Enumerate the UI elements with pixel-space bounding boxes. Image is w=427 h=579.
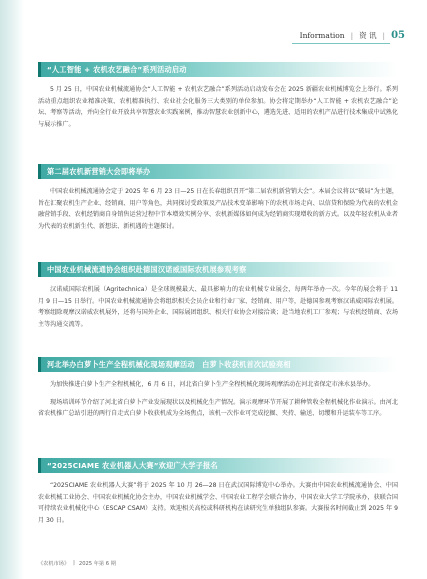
section-title-bar: [38, 357, 398, 372]
section-title-bar: [38, 62, 398, 77]
news-item-radish-mechanization: [38, 357, 398, 426]
section-paragraph: 汉诺威国际农机展（Agritechnica）是全球规模最大、最具影响力的农业机械专业展会，每两年举办一次。今年的展会将于 11 月 9 日—15 日举行。中国农业机械流通协会将组织相关会员企业和行业厂家、经销商、用户等，赴德国参观考察汉诺威国际农机展。考察组除观摩汉诺威农机展外，还将与国外企业、国际展团组织、相关行业协会对接洽谈；赴当地农机工厂参观；与农机经销商、农场主等沟通交流等。: [38, 286, 398, 328]
news-item-marketing-conference: [38, 164, 398, 238]
section-paragraph: 现场培训环节介绍了河北省白萝卜产业发展现状以及机械化生产情况。演示观摩环节开展了耕种管收全程机械化作业演示。由河北省农机推广总站引进的两行自走式白萝卜收获机成为全场焦点，该机一次作业可完成挖掘、夹持、输送、切缨和升运装车等工序。: [38, 398, 398, 418]
left-decorative-band: [0, 0, 24, 579]
header-section-en: Information: [299, 30, 345, 40]
footer-separator: |: [73, 560, 75, 566]
section-title: 中国农业机械流通协会组织赴德国汉诺威国际农机展参观考察: [47, 264, 247, 274]
news-item-hannover-visit: [38, 262, 398, 336]
page-footer: [38, 560, 116, 567]
section-paragraph: “2025CIAME 农业机器人大赛”将于 2025 年 10 月 26—28 日在武汉国际博览中心举办。大赛由中国农业机械流通协会、中国农业机械工业协会、中国农业机械化协会主办，中国农业机械学会、中国农业工程学会联合协办，中国农业大学工学院承办，获联合国可持续农业机械化中心（ESCAP CSAM）支持。欢迎相关高校或科研机构在读研究生单独组队参赛。大赛报名时间截止到 2025 年 9 月 30 日。: [38, 482, 398, 524]
section-paragraph: 中国农业机械流通协会定于 2025 年 6 月 23 日—25 日在长春组织召开“第二届农机新营销大会”。本届会议将以“破局”为主题，旨在汇聚农机生产企业、经销商、用户等角色，共同探讨受政策及产品技术变革影响下的农机市场走向、以信贷和保险为代表的农机金融营销手段、农机经销商自身销售运营过程中节本增效实例分享、农机新媒体如何成为经销商实现增收的新方式。以及年轻农机从业者为代表的农机新生代、新想法、新机遇的主题探讨。: [38, 188, 398, 230]
page-header: [300, 28, 405, 42]
header-separator: |: [382, 30, 386, 40]
section-paragraph: 5 月 25 日，中国农业机械流通协会“人工智能 + 农机农艺融合”系列活动启动发布会在 2025 新疆农业机械博览会上举行。系列活动重点组织农业精准决策、农机精准执行、农业社会化服务三大类别的单位参加。协会将定期举办“人工智能 + 农机农艺融合”论坛、考察等活动，并向全行业开放共享智慧农业实践案例，推动智慧农业创新中心，遴选先进、适用的农机产品进行技术集成中试熟化与展示推广。: [38, 86, 398, 128]
header-section-cn: 资 讯: [359, 30, 377, 40]
news-item-robot-contest: [38, 458, 398, 532]
news-item-ai-agri: [38, 62, 398, 136]
header-rule: [292, 43, 390, 44]
section-paragraph: 为加快推进白萝卜生产全程机械化，6 月 6 日，河北省白萝卜生产全程机械化现场观摩活动在河北省保定市涞水县举办。: [50, 381, 375, 388]
footer-issue: 2025 年第 6 期: [78, 561, 116, 567]
section-title-bar: [38, 458, 398, 473]
page-number: 05: [391, 29, 405, 41]
section-title: 第二届农机新营销大会即将举办: [47, 166, 151, 176]
section-title: “人工智能 + 农机农艺融合”系列活动启动: [47, 64, 187, 74]
section-title-bar: [38, 262, 398, 277]
footer-magazine: 《农机市场》: [38, 561, 70, 567]
header-separator: |: [350, 30, 354, 40]
section-title: “2025CIAME 农业机器人大赛”欢迎广大学子报名: [47, 460, 218, 470]
section-title-bar: [38, 164, 398, 179]
section-title: 河北举办白萝卜生产全程机械化现场观摩活动 白萝卜收获机首次试验亮相: [47, 359, 291, 369]
